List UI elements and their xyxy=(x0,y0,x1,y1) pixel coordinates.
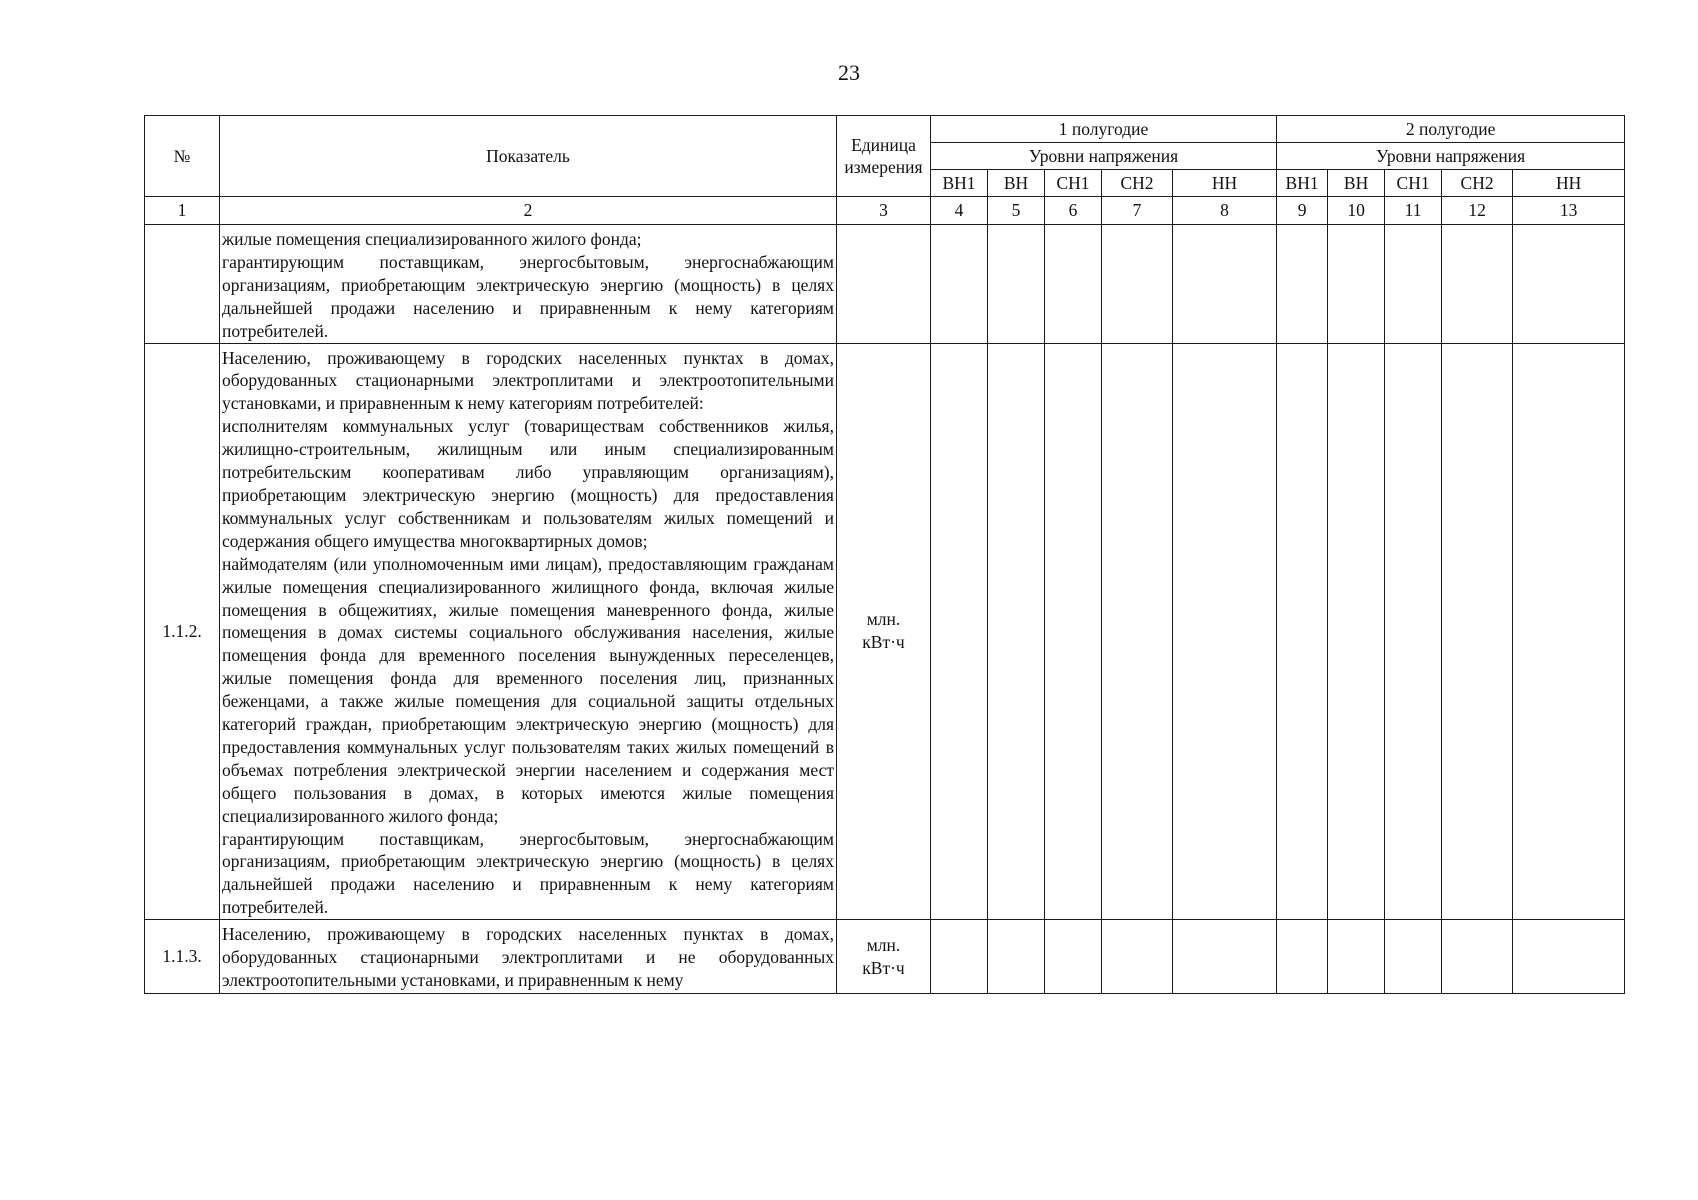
row-indicator-text xyxy=(220,920,837,994)
value-cell xyxy=(1277,343,1328,920)
header-level: ВН xyxy=(988,170,1045,197)
value-cell xyxy=(1102,920,1173,994)
indicator-paragraph: Населению, проживающему в городских населенных пунктах в домах, оборудованных стационарными электроплитами и не оборудованных электроотопительными установками, и приравненным к нему xyxy=(222,924,834,990)
column-number: 3 xyxy=(837,197,931,225)
header-voltage-levels-2: Уровни напряжения xyxy=(1277,143,1625,170)
value-cell xyxy=(1102,343,1173,920)
indicator-paragraph: исполнителям коммунальных услуг (товариществам собственников жилья, жилищно-строительным, жилищным или иным специализированным потребительским кооперативам либо управляющим организациям), приобретающим электрическую энергию (мощность) для предоставления коммунальных услуг собственникам и пользователям жилых помещений и содержания общего имущества многоквартирных домов; xyxy=(222,416,834,551)
table-row xyxy=(145,920,1625,994)
value-cell xyxy=(1442,920,1513,994)
indicator-paragraph: Населению, проживающему в городских населенных пунктах в домах, оборудованных стационарными электроплитами и электроотопительными установками, и приравненным к нему категориям потребителей: xyxy=(222,347,834,414)
value-cell xyxy=(988,225,1045,344)
value-cell xyxy=(1328,920,1385,994)
header-level: ВН1 xyxy=(1277,170,1328,197)
header-row-periods xyxy=(145,116,1625,143)
row-number: 1.1.2. xyxy=(145,343,220,920)
indicator-paragraph: наймодателям (или уполномоченным ими лицам), предоставляющим гражданам жилые помещения специализированного жилищного фонда, включая жилые помещения в общежитиях, жилые помещения маневренного фонда, жилые помещения в домах системы социального обслуживания населения, жилые помещения фонда для временного поселения вынужденных переселенцев, жилые помещения фонда для временного поселения лиц, признанных беженцами, а также жилые помещения для социальной защиты отдельных категорий граждан, приобретающим электрическую энергию (мощность) для предоставления коммунальных услуг пользователям таких жилых помещений в объемах потребления электрической энергии населением и содержания мест общего пользования в домах, в которых имеются жилые помещения специализированного жилого фонда; xyxy=(222,553,834,826)
table-row xyxy=(145,225,1625,344)
value-cell xyxy=(1385,225,1442,344)
indicator-paragraph: гарантирующим поставщикам, энергосбытовым, энергоснабжающим организациям, приобретающим электрическую энергию (мощность) в целях дальнейшей продажи населению и приравненным к нему категориям потребителей. xyxy=(222,251,834,341)
row-number: 1.1.3. xyxy=(145,920,220,994)
page-number: 23 xyxy=(838,60,860,85)
header-level: ВН1 xyxy=(931,170,988,197)
indicators-table xyxy=(144,115,1625,994)
value-cell xyxy=(1513,343,1625,920)
value-cell xyxy=(988,920,1045,994)
value-cell xyxy=(1442,225,1513,344)
column-number: 6 xyxy=(1045,197,1102,225)
table-row xyxy=(145,343,1625,920)
header-indicator: Показатель xyxy=(220,116,837,197)
column-number: 13 xyxy=(1513,197,1625,225)
indicator-paragraph: гарантирующим поставщикам, энергосбытовым, энергоснабжающим организациям, приобретающим электрическую энергию (мощность) в целях дальнейшей продажи населению и приравненным к нему категориям потребителей. xyxy=(222,828,834,918)
value-cell xyxy=(1385,920,1442,994)
column-number: 4 xyxy=(931,197,988,225)
header-level: СН2 xyxy=(1442,170,1513,197)
column-number: 10 xyxy=(1328,197,1385,225)
value-cell xyxy=(931,920,988,994)
value-cell xyxy=(931,225,988,344)
column-numbers-row xyxy=(145,197,1625,225)
value-cell xyxy=(1328,225,1385,344)
value-cell xyxy=(988,343,1045,920)
column-number: 9 xyxy=(1277,197,1328,225)
value-cell xyxy=(1277,225,1328,344)
value-cell xyxy=(1385,343,1442,920)
value-cell xyxy=(931,343,988,920)
indicator-paragraph: жилые помещения специализированного жилого фонда; xyxy=(222,229,642,249)
header-level: СН1 xyxy=(1385,170,1442,197)
column-number: 1 xyxy=(145,197,220,225)
header-level: СН2 xyxy=(1102,170,1173,197)
value-cell xyxy=(1513,920,1625,994)
value-cell xyxy=(1328,343,1385,920)
column-number: 8 xyxy=(1173,197,1277,225)
value-cell xyxy=(1442,343,1513,920)
column-number: 2 xyxy=(220,197,837,225)
row-indicator-text xyxy=(220,225,837,344)
column-number: 12 xyxy=(1442,197,1513,225)
value-cell xyxy=(1173,225,1277,344)
row-unit xyxy=(837,225,931,344)
header-half-1: 1 полугодие xyxy=(931,116,1277,143)
value-cell xyxy=(1513,225,1625,344)
row-number xyxy=(145,225,220,344)
value-cell xyxy=(1173,920,1277,994)
header-level: НН xyxy=(1173,170,1277,197)
header-level: ВН xyxy=(1328,170,1385,197)
value-cell xyxy=(1102,225,1173,344)
value-cell xyxy=(1045,343,1102,920)
header-unit: Единица измерения xyxy=(837,116,931,197)
row-unit: млн. кВт·ч xyxy=(837,343,931,920)
header-level: НН xyxy=(1513,170,1625,197)
value-cell xyxy=(1277,920,1328,994)
value-cell xyxy=(1173,343,1277,920)
header-no: № xyxy=(145,116,220,197)
value-cell xyxy=(1045,920,1102,994)
column-number: 7 xyxy=(1102,197,1173,225)
header-half-2: 2 полугодие xyxy=(1277,116,1625,143)
column-number: 5 xyxy=(988,197,1045,225)
header-voltage-levels-1: Уровни напряжения xyxy=(931,143,1277,170)
value-cell xyxy=(1045,225,1102,344)
column-number: 11 xyxy=(1385,197,1442,225)
row-unit: млн. кВт·ч xyxy=(837,920,931,994)
row-indicator-text xyxy=(220,343,837,920)
header-level: СН1 xyxy=(1045,170,1102,197)
